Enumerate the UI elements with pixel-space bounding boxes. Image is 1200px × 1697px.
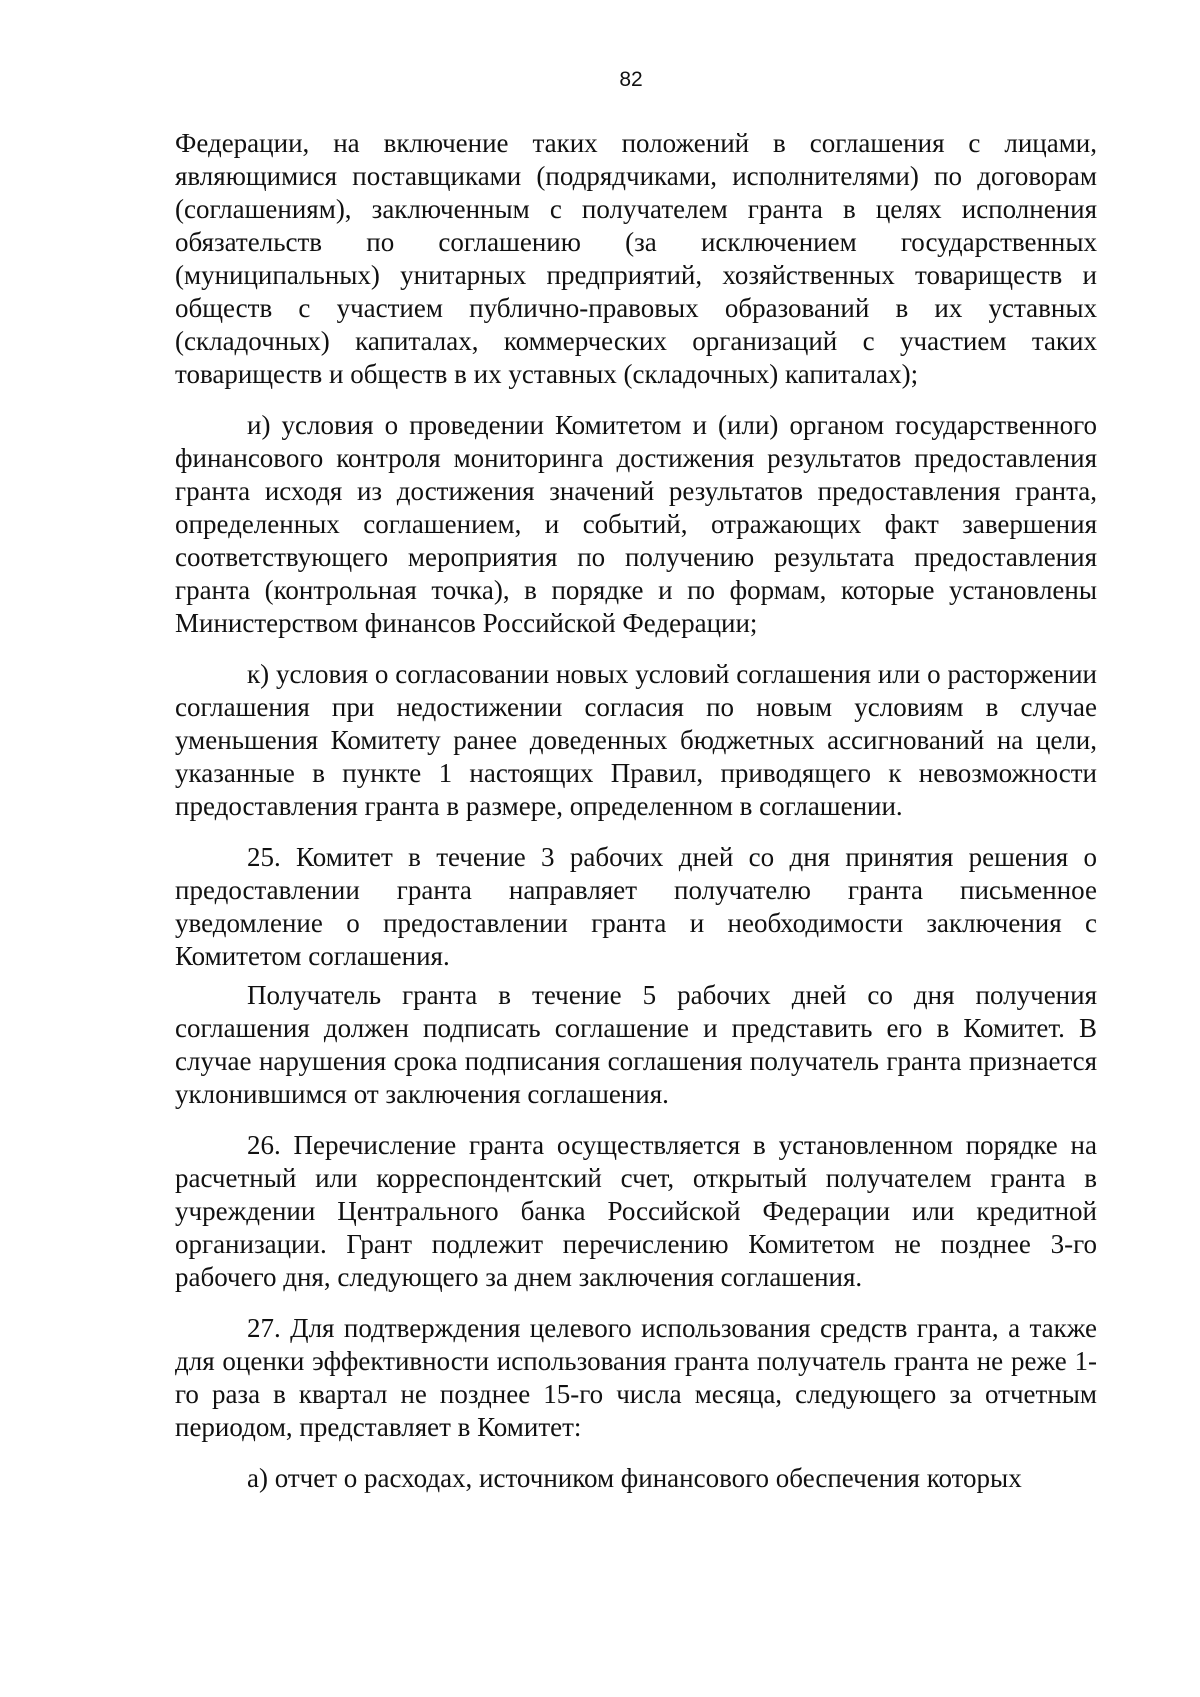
paragraph-clause-25: 25. Комитет в течение 3 рабочих дней со дня принятия решения о предоставлении гранта направляет получателю гранта письменное уведомление о предоставлении гранта и необходимости заключения с Комитетом соглашения. (175, 842, 1097, 971)
paragraph-item-i: и) условия о проведении Комитетом и (или) органом государственного финансового контроля мониторинга достижения результатов предоставления гранта исходя из достижения значений результатов предоставления гранта, определенных соглашением, и событий, отражающих факт завершения соответствующего мероприятия по получению результата предоставления гранта (контрольная точка), в порядке и по формам, которые установлены Министерством финансов Российской Федерации; (175, 410, 1097, 638)
paragraph-clause-25-cont: Получатель гранта в течение 5 рабочих дней со дня получения соглашения должен подписать соглашение и представить его в Комитет. В случае нарушения срока подписания соглашения получатель гранта признается уклонившимся от заключения соглашения. (175, 980, 1097, 1109)
document-body (175, 127, 1097, 1495)
paragraph-item-k: к) условия о согласовании новых условий соглашения или о расторжении соглашения при недостижении согласия по новым условиям в случае уменьшения Комитету ранее доведенных бюджетных ассигнований на цели, указанные в пункте 1 настоящих Правил, приводящего к невозможности предоставления гранта в размере, определенном в соглашении. (175, 659, 1097, 821)
page-number: 82 (619, 68, 643, 91)
paragraph-clause-26: 26. Перечисление гранта осуществляется в установленном порядке на расчетный или корреспондентский счет, открытый получателем гранта в учреждении Центрального банка Российской Федерации или кредитной организации. Грант подлежит перечислению Комитетом не позднее 3-го рабочего дня, следующего за днем заключения соглашения. (175, 1130, 1097, 1292)
paragraph-item-a: а) отчет о расходах, источником финансового обеспечения которых (247, 1463, 1022, 1493)
paragraph-continuation: Федерации, на включение таких положений в соглашения с лицами, являющимися поставщиками (подрядчиками, исполнителями) по договорам (соглашениям), заключенным с получателем гранта в целях исполнения обязательств по соглашению (за исключением государственных (муниципальных) унитарных предприятий, хозяйственных товариществ и обществ с участием публично-правовых образований в их уставных (складочных) капиталах, коммерческих организаций с участием таких товариществ и обществ в их уставных (складочных) капиталах); (175, 128, 1097, 389)
paragraph-clause-27: 27. Для подтверждения целевого использования средств гранта, а также для оценки эффективности использования гранта получатель гранта не реже 1-го раза в квартал не позднее 15-го числа месяца, следующего за отчетным периодом, представляет в Комитет: (175, 1313, 1097, 1442)
